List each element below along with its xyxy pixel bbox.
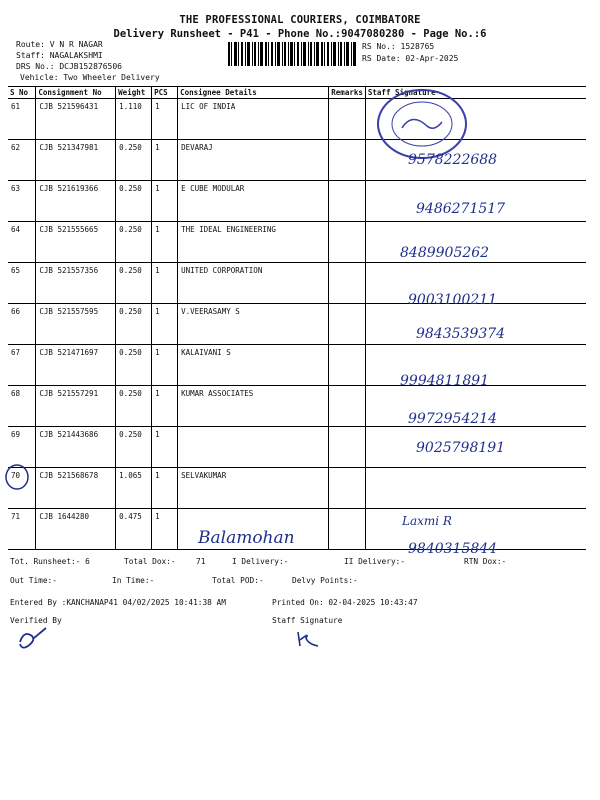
cell-pcs: 1 [152, 140, 178, 181]
cell-remarks [329, 386, 366, 427]
runsheet-subtitle: Delivery Runsheet - P41 - Phone No.:9047080280 - Page No.:6 [113, 28, 487, 40]
runsheet-table [8, 86, 586, 550]
cell-sno: 62 [8, 140, 36, 181]
cell-consignee: V.VEERASAMY S [178, 304, 329, 345]
handwritten-phone-number: 9840315844 [408, 541, 498, 557]
cell-weight: 0.250 [116, 140, 152, 181]
cell-consignee: E CUBE MODULAR [178, 181, 329, 222]
cell-consignment: CJB 521557291 [36, 386, 116, 427]
drs-label: DRS No.: DCJB152876506 [16, 62, 122, 71]
handwritten-phone-number: 9025798191 [416, 440, 506, 456]
rtn-dox: RTN Dox:- [464, 557, 507, 566]
cell-weight: 1.065 [116, 468, 152, 509]
cell-weight: 0.250 [116, 386, 152, 427]
cell-consignment: CJB 521557595 [36, 304, 116, 345]
col-pcs: PCS [152, 87, 178, 99]
cell-pcs: 1 [152, 99, 178, 140]
cell-sno: 64 [8, 222, 36, 263]
handwritten-name-laxmi: Laxmi R [402, 514, 452, 528]
total-dox-value: 71 [196, 557, 206, 566]
cell-weight: 0.250 [116, 222, 152, 263]
table-row [8, 386, 586, 427]
table-row [8, 345, 586, 386]
cell-consignment: CJB 521471697 [36, 345, 116, 386]
cell-weight: 0.475 [116, 509, 152, 550]
ii-delivery: II Delivery:- [344, 557, 406, 566]
cell-sno: 69 [8, 427, 36, 468]
cell-remarks [329, 468, 366, 509]
col-remarks: Remarks [329, 87, 366, 99]
staff-label: Staff: NAGALAKSHMI [16, 51, 103, 60]
handwritten-phone-number: 9003100211 [408, 292, 498, 308]
cell-consignment: CJB 521347981 [36, 140, 116, 181]
cell-weight: 0.250 [116, 427, 152, 468]
cell-remarks [329, 222, 366, 263]
total-runsheet: Tot. Runsheet:- 6 [10, 557, 90, 566]
col-signature: Staff Signature [365, 87, 586, 99]
total-dox-label: Total Dox:- [124, 557, 176, 566]
cell-consignment: CJB 521619366 [36, 181, 116, 222]
cell-consignee: DEVARAJ [178, 140, 329, 181]
col-weight: Weight [116, 87, 152, 99]
cell-consignment: CJB 521555665 [36, 222, 116, 263]
cell-pcs: 1 [152, 509, 178, 550]
cell-sno: 68 [8, 386, 36, 427]
handwritten-phone-number: 9994811891 [400, 373, 490, 389]
cell-consignee [178, 427, 329, 468]
table-row [8, 140, 586, 181]
company-stamp-icon [372, 82, 472, 162]
rs-date: RS Date: 02-Apr-2025 [362, 54, 459, 63]
handwritten-phone-number: 9578222688 [408, 151, 498, 168]
table-row [8, 263, 586, 304]
table-row [8, 222, 586, 263]
verifier-signature-icon [14, 626, 54, 652]
col-sno: S No [8, 87, 36, 99]
table-row [8, 509, 586, 550]
cell-remarks [329, 140, 366, 181]
cell-sno: 63 [8, 181, 36, 222]
cell-consignment: CJB 521596431 [36, 99, 116, 140]
company-title: THE PROFESSIONAL COURIERS, COIMBATORE [179, 14, 421, 26]
cell-remarks [329, 345, 366, 386]
out-time: Out Time:- [10, 576, 57, 585]
handwritten-name-balamohan: Balamohan [198, 528, 295, 548]
cell-consignment: CJB 521557356 [36, 263, 116, 304]
cell-pcs: 1 [152, 181, 178, 222]
cell-pcs: 1 [152, 304, 178, 345]
cell-pcs: 1 [152, 222, 178, 263]
vehicle-label: Vehicle: Two Wheeler Delivery [20, 73, 160, 82]
cell-consignment: CJB 521443686 [36, 427, 116, 468]
table-header-row [8, 87, 586, 99]
in-time: In Time:- [112, 576, 155, 585]
rs-number: RS No.: 1528765 [362, 42, 435, 51]
cell-consignment: CJB 521568678 [36, 468, 116, 509]
handwritten-phone-number: 9972954214 [408, 410, 498, 427]
cell-pcs: 1 [152, 263, 178, 304]
barcode-icon [228, 42, 356, 66]
table-row [8, 99, 586, 140]
cell-pcs: 1 [152, 468, 178, 509]
cell-sno: 66 [8, 304, 36, 345]
staff-signature-icon [294, 628, 324, 650]
cell-sno: 67 [8, 345, 36, 386]
cell-signature [365, 468, 586, 509]
cell-sno: 65 [8, 263, 36, 304]
cell-consignee: KALAIVANI S [178, 345, 329, 386]
cell-consignee: THE IDEAL ENGINEERING [178, 222, 329, 263]
cell-consignee: KUMAR ASSOCIATES [178, 386, 329, 427]
col-consignee: Consignee Details [178, 87, 329, 99]
cell-weight: 0.250 [116, 345, 152, 386]
total-pod: Total POD:- [212, 576, 264, 585]
cell-weight: 0.250 [116, 304, 152, 345]
verified-by-label: Verified By [10, 616, 62, 625]
handwritten-phone-number: 9843539374 [416, 325, 506, 342]
cell-weight: 1.110 [116, 99, 152, 140]
cell-remarks [329, 263, 366, 304]
cell-remarks [329, 427, 366, 468]
cell-sno: 70 [8, 468, 36, 509]
cell-pcs: 1 [152, 345, 178, 386]
handwritten-phone-number: 8489905262 [400, 244, 490, 261]
cell-pcs: 1 [152, 386, 178, 427]
cell-remarks [329, 509, 366, 550]
cell-consignment: CJB 1644280 [36, 509, 116, 550]
cell-consignee: LIC OF INDIA [178, 99, 329, 140]
entered-by: Entered By :KANCHANAP41 04/02/2025 10:41:38 AM [10, 598, 226, 607]
staff-signature-label: Staff Signature [272, 616, 343, 625]
i-delivery: I Delivery:- [232, 557, 289, 566]
cell-consignee: UNITED CORPORATION [178, 263, 329, 304]
cell-remarks [329, 99, 366, 140]
cell-remarks [329, 181, 366, 222]
cell-pcs: 1 [152, 427, 178, 468]
cell-weight: 0.250 [116, 181, 152, 222]
cell-sno: 71 [8, 509, 36, 550]
cell-consignee: SELVAKUMAR [178, 468, 329, 509]
cell-weight: 0.250 [116, 263, 152, 304]
cell-remarks [329, 304, 366, 345]
handwritten-phone-number: 9486271517 [416, 201, 506, 217]
table-row [8, 468, 586, 509]
printed-on: Printed On: 02-04-2025 10:43:47 [272, 598, 418, 607]
route-label: Route: V N R NAGAR [16, 40, 103, 49]
cell-sno: 61 [8, 99, 36, 140]
col-consignment: Consignment No [36, 87, 116, 99]
delvy-points: Delvy Points:- [292, 576, 358, 585]
circle-mark-icon [4, 463, 30, 491]
